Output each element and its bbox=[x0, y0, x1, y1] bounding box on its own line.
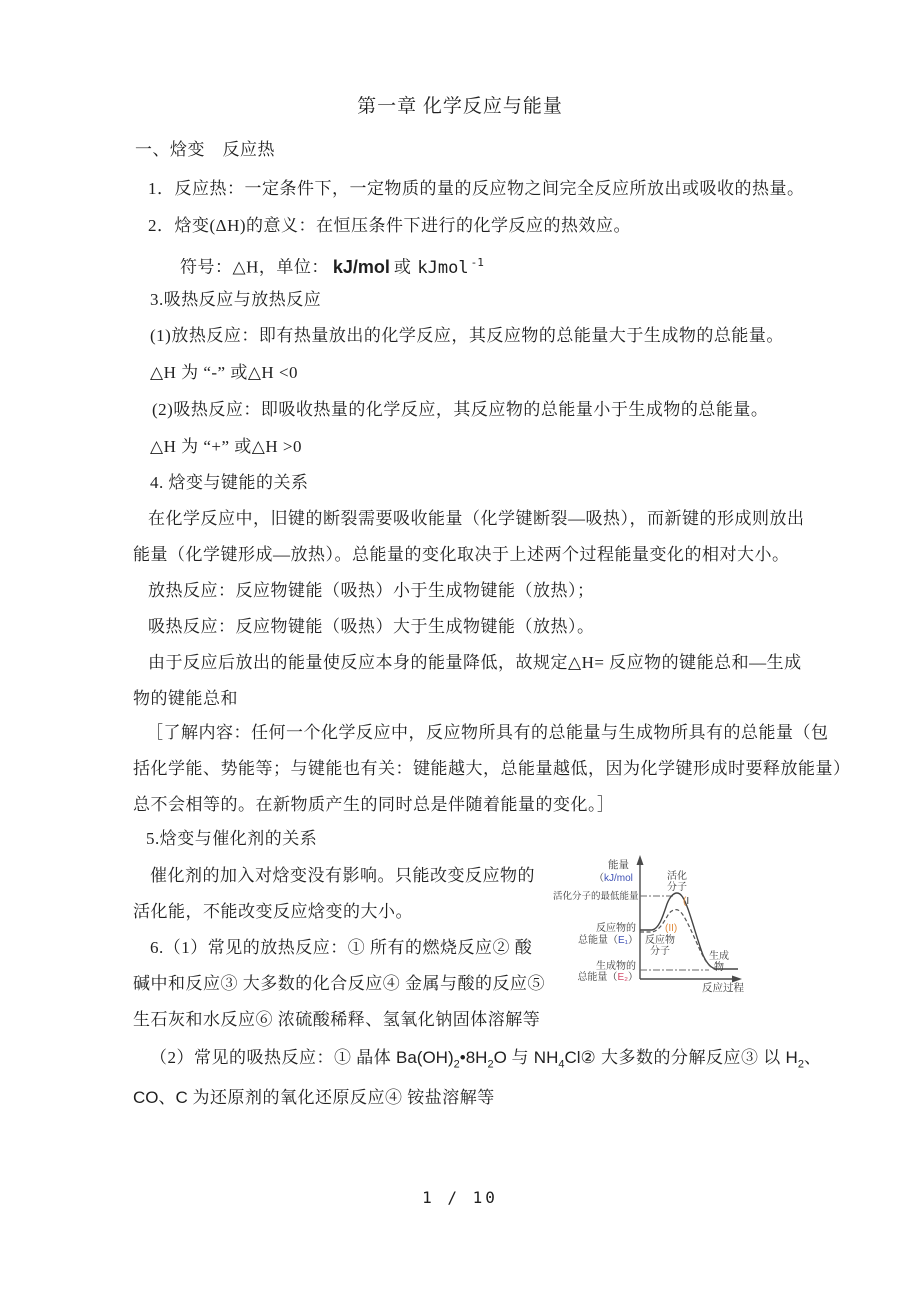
endothermic-definition: (2)吸热反应：即吸收热量的化学反应，其反应物的总能量小于生成物的总能量。 bbox=[152, 400, 769, 419]
reactant-mol-l1: 反应物 bbox=[645, 935, 675, 946]
item-endo-exo-heading: 3.吸热反应与放热反应 bbox=[150, 290, 322, 309]
formula-hydrate: •8H bbox=[459, 1048, 488, 1067]
chapter-title: 第一章 化学反应与能量 bbox=[357, 96, 563, 117]
product-energy-close: ） bbox=[628, 972, 638, 983]
product-energy-label-line2 bbox=[552, 972, 638, 983]
with-text: 与 bbox=[506, 1048, 534, 1067]
formula-oxygen: O bbox=[493, 1048, 507, 1067]
product-energy-pre: 总能量（ bbox=[577, 972, 618, 983]
item-bond-energy-heading: 4. 焓变与键能的关系 bbox=[150, 473, 309, 492]
reactant-energy-e1: E₁ bbox=[617, 935, 628, 946]
curve1-label bbox=[683, 896, 689, 907]
exothermic-definition: (1)放热反应：即有热量放出的化学反应，其反应物的总能量大于生成物的总能量。 bbox=[150, 326, 784, 345]
activated-molecule-label bbox=[663, 871, 691, 893]
curve2-label: (II) bbox=[665, 923, 678, 934]
energy-axis-label: 能量 bbox=[608, 859, 629, 871]
unit-kj-per-mol: kJ/mol bbox=[332, 256, 390, 277]
section-heading-enthalpy: 一、焓变 反应热 bbox=[135, 140, 275, 159]
formula-h: H bbox=[785, 1048, 798, 1067]
bond-paragraph-line1: 在化学反应中，旧键的断裂需要吸收能量（化学键断裂—吸热），而新键的形成则放出 bbox=[148, 509, 805, 528]
endo-common-middle: ② 大多数的分解反应③ 以 bbox=[580, 1048, 786, 1067]
formula-nh: NH bbox=[533, 1048, 559, 1067]
y-axis-arrow-icon bbox=[637, 855, 644, 865]
catalyst-line1: 催化剂的加入对焓变没有影响。只能改变反应物的 bbox=[150, 866, 535, 885]
energy-diagram bbox=[552, 852, 820, 1010]
formula-h-sub: 2 bbox=[797, 1058, 804, 1071]
item-reaction-heat: 1．反应热：一定条件下，一定物质的量的反应物之间完全反应所放出或吸收的热量。 bbox=[148, 179, 805, 198]
energy-unit-label bbox=[594, 873, 633, 884]
reactant-energy-close: ） bbox=[628, 935, 638, 946]
note-line1: ［了解内容：任何一个化学反应中，反应物所具有的总能量与生成物所具有的总能量（包 bbox=[146, 723, 829, 742]
item-catalyst-heading: 5.焓变与催化剂的关系 bbox=[146, 829, 318, 848]
product-label bbox=[707, 951, 731, 973]
endothermic-common-line1 bbox=[150, 1046, 821, 1076]
formula-ba-sub: 2 bbox=[453, 1058, 460, 1071]
exothermic-common-line3: 生石灰和水反应⑥ 浓硫酸稀释、氢氧化钠固体溶解等 bbox=[133, 1010, 541, 1029]
symbol-prefix: 符号：△H，单位： bbox=[180, 257, 329, 277]
formula-water-sub: 2 bbox=[487, 1058, 494, 1071]
note-line3: 总不会相等的。在新物质产生的同时总是伴随着能量的变化。］ bbox=[133, 795, 615, 814]
product-energy-label-line1: 生成物的 bbox=[596, 961, 636, 972]
item-enthalpy-meaning: 2．焓变(ΔH)的意义：在恒压条件下进行的化学反应的热效应。 bbox=[148, 216, 632, 235]
formula-co-c: CO、C bbox=[133, 1088, 188, 1107]
reactant-energy-label-line1: 反应物的 bbox=[596, 923, 636, 934]
delta-h-rule-line1: 由于反应后放出的能量使反应本身的能量降低，故规定△H= 反应物的键能总和—生成 bbox=[148, 653, 802, 672]
endo-common2-rest: 为还原剂的氧化还原反应④ 铵盐溶解等 bbox=[187, 1088, 495, 1107]
note-line2: 括化学能、势能等；与键能也有关：键能越大，总能量越低，因为化学键形成时要释放能量） bbox=[133, 759, 851, 778]
or-text: 或 bbox=[393, 257, 412, 277]
unit-kjmol-label: kJ/mol bbox=[604, 873, 633, 884]
endothermic-bond-rule: 吸热反应：反应物键能（吸热）大于生成物键能（放热）。 bbox=[148, 617, 595, 636]
formula-nh-sub: 4 bbox=[558, 1058, 565, 1071]
bond-paragraph-line2: 能量（化学键形成—放热）。总能量的变化取决于上述两个过程能量变化的相对大小。 bbox=[133, 545, 790, 564]
product-energy-e2: E₂ bbox=[617, 972, 628, 983]
exothermic-delta-h: △H 为 “-” 或△H <0 bbox=[150, 363, 299, 382]
endo-common-tail: 、 bbox=[803, 1048, 822, 1067]
product-l2: 物 bbox=[714, 962, 724, 973]
reactant-molecule-label bbox=[640, 935, 680, 957]
formula-ba-oh: Ba(OH) bbox=[396, 1048, 454, 1067]
reactant-energy-label-line2 bbox=[552, 935, 638, 946]
catalyst-line2: 活化能，不能改变反应焓变的大小。 bbox=[133, 902, 413, 921]
unit-paren: （ bbox=[594, 873, 604, 884]
formula-cl: Cl bbox=[564, 1048, 581, 1067]
exothermic-common-line2: 碱中和反应③ 大多数的化合反应④ 金属与酸的反应⑤ bbox=[133, 974, 545, 993]
x-axis-label: 反应过程 bbox=[702, 982, 744, 994]
curve1-roman: I bbox=[686, 896, 690, 907]
reactant-energy-pre: 总能量（ bbox=[577, 935, 618, 946]
product-l1: 生成 bbox=[709, 951, 729, 962]
unit-kjmol: kJmol bbox=[417, 257, 469, 278]
activated-min-energy-label: 活化分子的最低能量 bbox=[553, 891, 639, 902]
endothermic-delta-h: △H 为 “+” 或△H >0 bbox=[150, 437, 302, 456]
delta-h-rule-line2: 物的键能总和 bbox=[133, 689, 238, 708]
activated-l2: 分子 bbox=[667, 882, 687, 893]
symbol-unit-line bbox=[180, 251, 484, 280]
curve1-paren: ( bbox=[683, 896, 687, 907]
activated-l1: 活化 bbox=[667, 871, 687, 882]
exothermic-common-line1: 6.（1）常见的放热反应：① 所有的燃烧反应② 酸 bbox=[150, 938, 533, 957]
page-number: 1 / 10 bbox=[422, 1188, 498, 1207]
exothermic-bond-rule: 放热反应：反应物键能（吸热）小于生成物键能（放热）； bbox=[148, 581, 595, 600]
reactant-mol-l2: 分子 bbox=[650, 946, 670, 957]
unit-exponent: -1 bbox=[470, 256, 484, 269]
endo-common-prefix: （2）常见的吸热反应：① 晶体 bbox=[150, 1048, 396, 1067]
endothermic-common-line2 bbox=[133, 1086, 495, 1109]
